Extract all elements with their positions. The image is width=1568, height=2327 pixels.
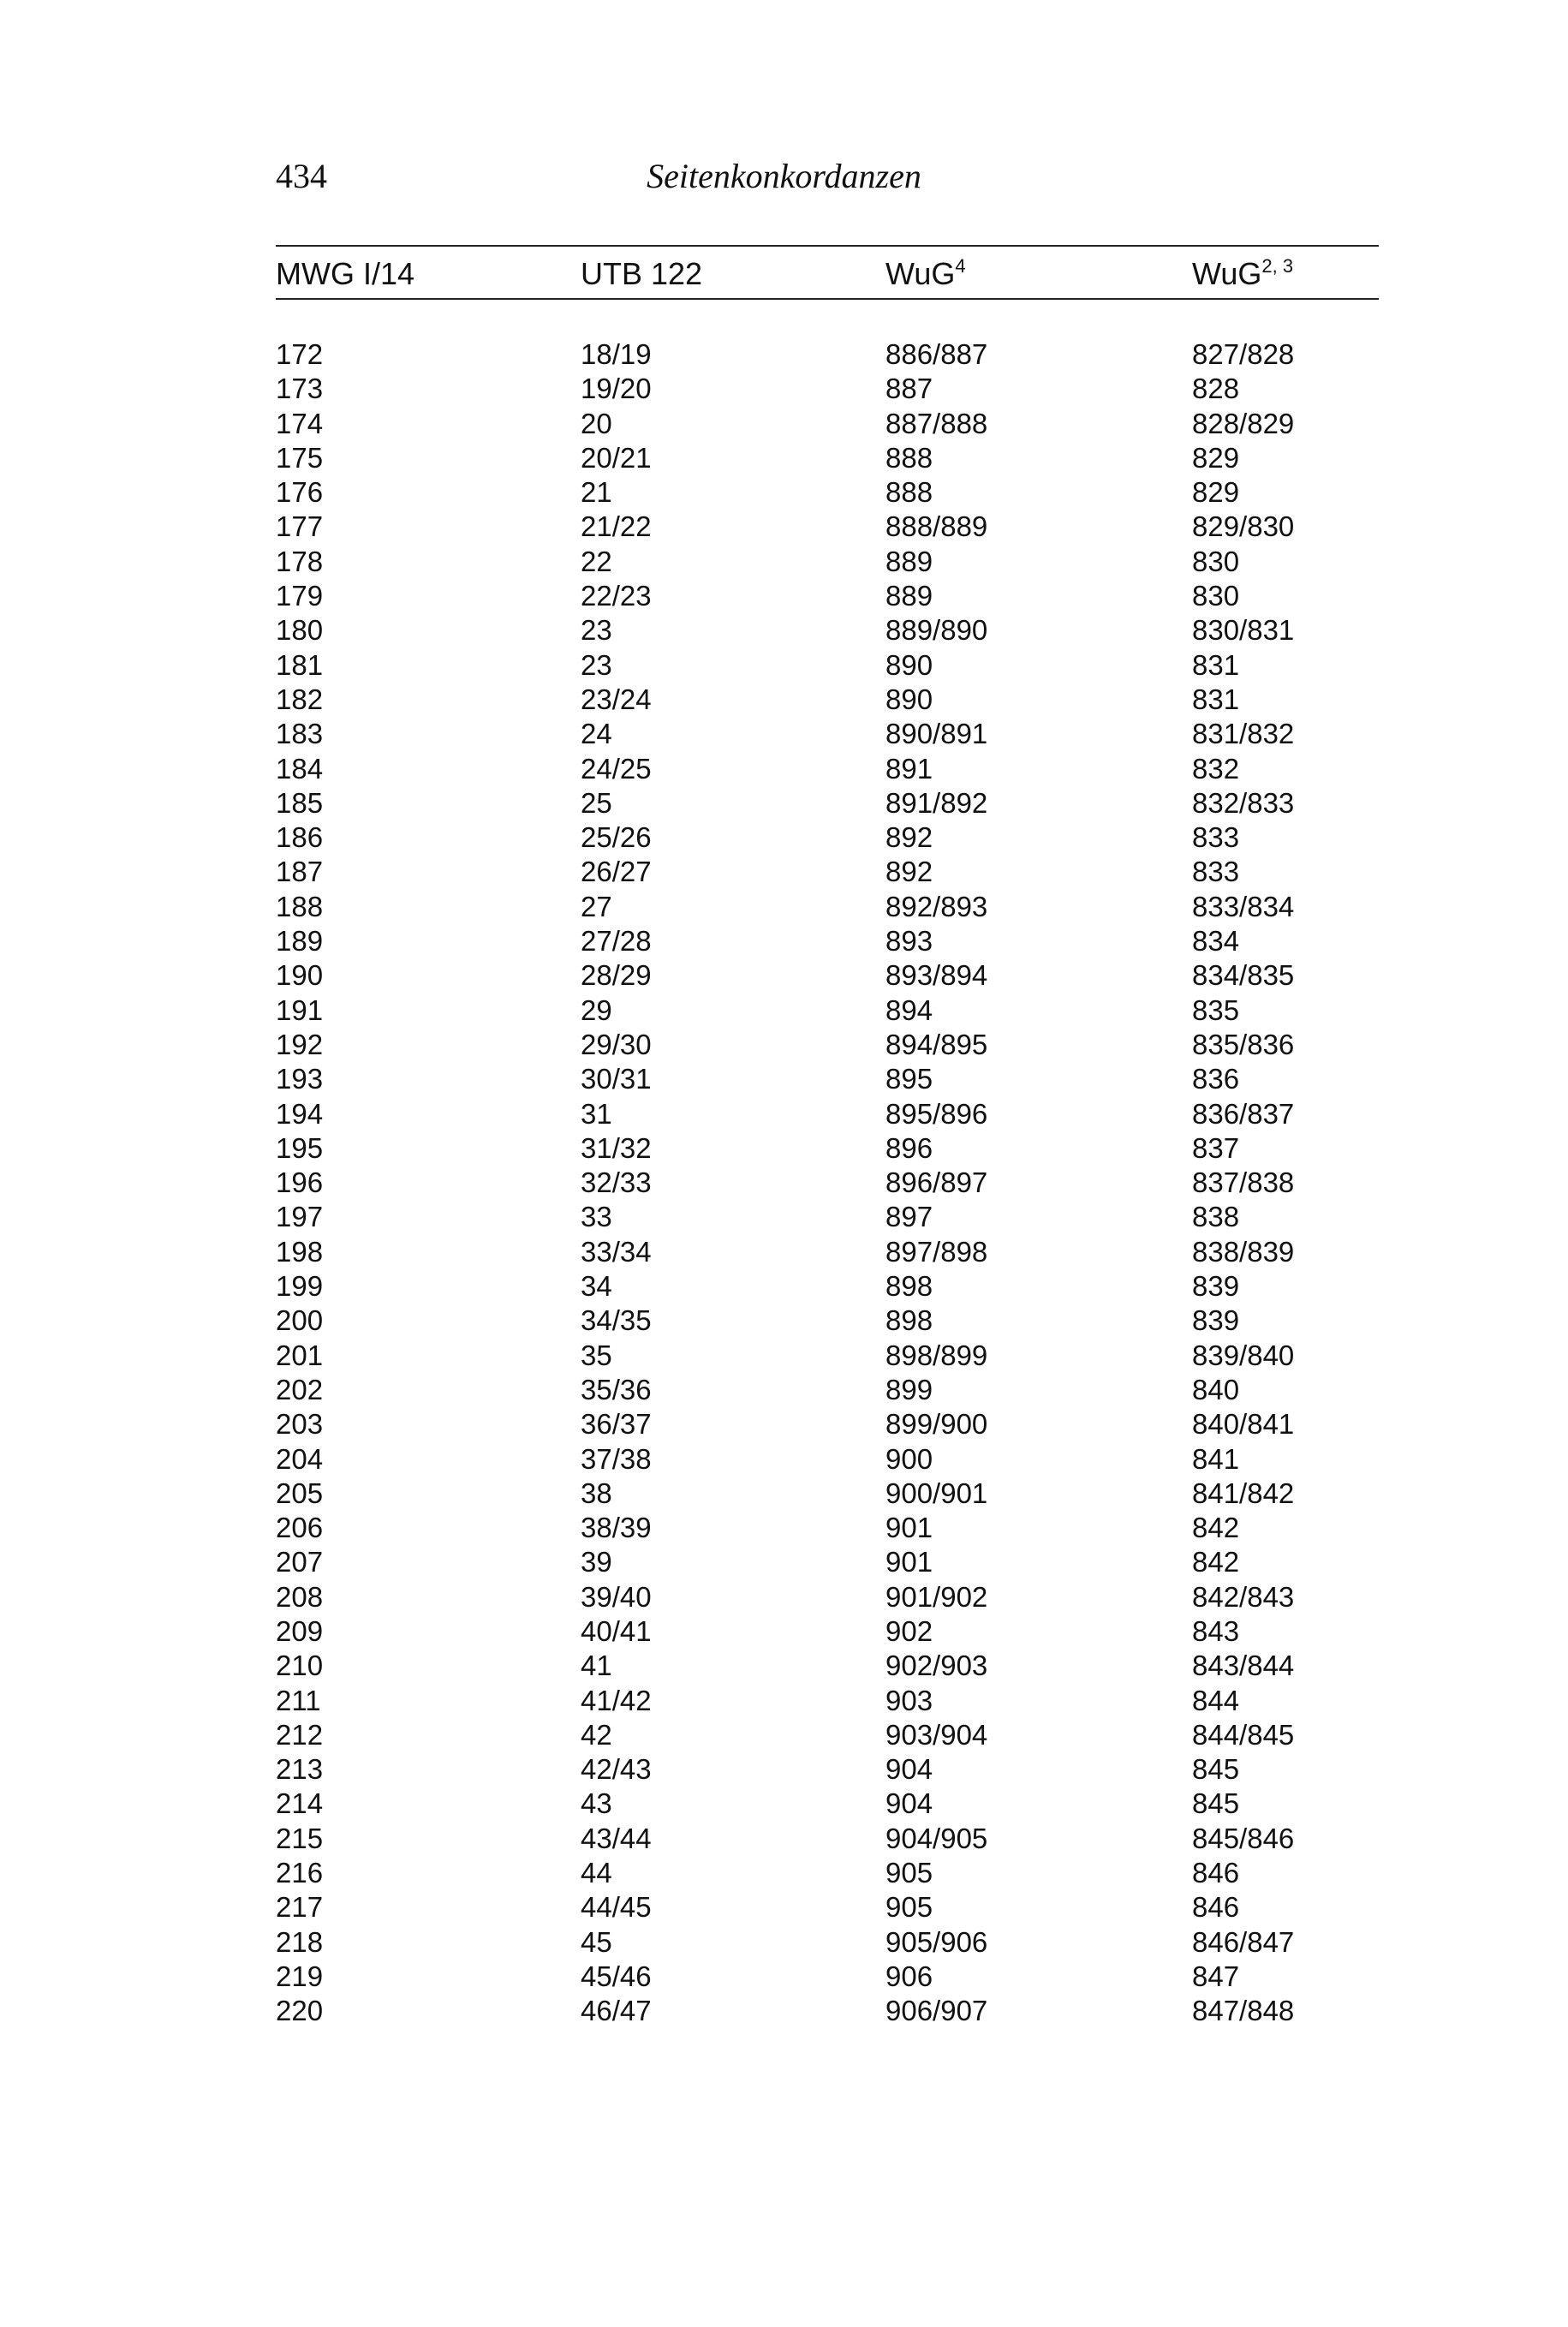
cell-utb: 31/32 bbox=[581, 1131, 652, 1164]
table-row bbox=[276, 1339, 1379, 1373]
cell-utb: 27/28 bbox=[581, 925, 652, 958]
table-row bbox=[276, 1752, 1379, 1787]
cell-wug23: 839/840 bbox=[1192, 1339, 1295, 1371]
cell-wug23: 831 bbox=[1192, 648, 1240, 681]
cell-mwg: 199 bbox=[276, 1270, 324, 1303]
cell-mwg: 206 bbox=[276, 1512, 324, 1544]
cell-wug4: 900 bbox=[885, 1442, 933, 1475]
cell-utb: 43 bbox=[581, 1787, 612, 1820]
table-row bbox=[276, 1890, 1379, 1924]
cell-mwg: 204 bbox=[276, 1442, 324, 1475]
cell-wug4: 889 bbox=[885, 545, 933, 577]
cell-mwg: 202 bbox=[276, 1373, 324, 1405]
cell-utb: 29/30 bbox=[581, 1028, 652, 1060]
cell-wug23: 833/834 bbox=[1192, 890, 1295, 922]
cell-wug4: 896 bbox=[885, 1131, 933, 1164]
cell-utb: 44/45 bbox=[581, 1891, 652, 1924]
cell-wug4: 894 bbox=[885, 993, 933, 1026]
cell-utb: 39/40 bbox=[581, 1580, 652, 1613]
cell-wug23: 843/844 bbox=[1192, 1650, 1295, 1682]
cell-wug4: 904 bbox=[885, 1787, 933, 1820]
cell-wug4: 898 bbox=[885, 1270, 933, 1303]
cell-wug23: 834 bbox=[1192, 925, 1240, 958]
table-row bbox=[276, 613, 1379, 647]
cell-utb: 22/23 bbox=[581, 580, 652, 612]
cell-mwg: 183 bbox=[276, 718, 324, 750]
cell-mwg: 187 bbox=[276, 856, 324, 888]
table-row bbox=[276, 924, 1379, 958]
cell-mwg: 194 bbox=[276, 1097, 324, 1130]
table-row bbox=[276, 683, 1379, 717]
cell-utb: 26/27 bbox=[581, 856, 652, 888]
cell-wug4: 899/900 bbox=[885, 1408, 988, 1441]
table-row bbox=[276, 1960, 1379, 1994]
table-row bbox=[276, 1787, 1379, 1821]
cell-mwg: 219 bbox=[276, 1960, 324, 1992]
cell-mwg: 208 bbox=[276, 1580, 324, 1613]
table-body bbox=[276, 300, 1379, 2029]
cell-mwg: 184 bbox=[276, 752, 324, 785]
cell-wug23: 837/838 bbox=[1192, 1166, 1295, 1199]
cell-utb: 19/20 bbox=[581, 373, 652, 405]
cell-wug4: 895 bbox=[885, 1063, 933, 1095]
cell-utb: 46/47 bbox=[581, 1995, 652, 2027]
cell-utb: 40/41 bbox=[581, 1614, 652, 1647]
cell-utb: 18/19 bbox=[581, 338, 652, 370]
cell-mwg: 196 bbox=[276, 1166, 324, 1199]
cell-mwg: 179 bbox=[276, 580, 324, 612]
cell-wug23: 833 bbox=[1192, 856, 1240, 888]
cell-wug4: 889 bbox=[885, 580, 933, 612]
cell-mwg: 201 bbox=[276, 1339, 324, 1371]
cell-wug23: 834/835 bbox=[1192, 959, 1295, 992]
cell-mwg: 185 bbox=[276, 786, 324, 819]
cell-mwg: 172 bbox=[276, 338, 324, 370]
cell-wug4: 897 bbox=[885, 1201, 933, 1233]
cell-utb: 34 bbox=[581, 1270, 612, 1303]
table-row bbox=[276, 1200, 1379, 1234]
cell-utb: 24/25 bbox=[581, 752, 652, 785]
cell-wug23: 846 bbox=[1192, 1891, 1240, 1924]
table-row bbox=[276, 1856, 1379, 1890]
cell-wug4: 905/906 bbox=[885, 1925, 988, 1958]
cell-wug23: 830/831 bbox=[1192, 614, 1295, 647]
cell-wug4: 892 bbox=[885, 821, 933, 854]
table-row bbox=[276, 890, 1379, 924]
table-row bbox=[276, 1925, 1379, 1960]
cell-wug23: 847 bbox=[1192, 1960, 1240, 1992]
cell-wug4: 895/896 bbox=[885, 1097, 988, 1130]
cell-wug4: 887 bbox=[885, 373, 933, 405]
cell-utb: 38/39 bbox=[581, 1512, 652, 1544]
cell-mwg: 212 bbox=[276, 1718, 324, 1751]
cell-wug4: 902/903 bbox=[885, 1650, 988, 1682]
table-row bbox=[276, 1477, 1379, 1511]
table-row bbox=[276, 1718, 1379, 1752]
cell-wug23: 846 bbox=[1192, 1857, 1240, 1889]
cell-wug23: 838/839 bbox=[1192, 1235, 1295, 1268]
cell-mwg: 220 bbox=[276, 1995, 324, 2027]
table-row bbox=[276, 1269, 1379, 1304]
cell-utb: 45/46 bbox=[581, 1960, 652, 1992]
column-header-wug4 bbox=[885, 257, 966, 291]
cell-wug4: 890 bbox=[885, 683, 933, 715]
cell-mwg: 193 bbox=[276, 1063, 324, 1095]
cell-utb: 34/35 bbox=[581, 1304, 652, 1337]
table-row bbox=[276, 648, 1379, 683]
cell-wug23: 829 bbox=[1192, 441, 1240, 474]
cell-wug23: 842 bbox=[1192, 1546, 1240, 1578]
cell-utb: 31 bbox=[581, 1097, 612, 1130]
cell-wug23: 838 bbox=[1192, 1201, 1240, 1233]
table-row bbox=[276, 820, 1379, 855]
column-header-superscript: 2, 3 bbox=[1261, 255, 1294, 277]
table-row bbox=[276, 717, 1379, 751]
cell-wug23: 845 bbox=[1192, 1753, 1240, 1786]
table-row bbox=[276, 545, 1379, 579]
table-row bbox=[276, 1822, 1379, 1856]
cell-wug23: 839 bbox=[1192, 1304, 1240, 1337]
cell-utb: 41/42 bbox=[581, 1684, 652, 1716]
cell-mwg: 173 bbox=[276, 373, 324, 405]
cell-mwg: 209 bbox=[276, 1614, 324, 1647]
cell-wug23: 835/836 bbox=[1192, 1028, 1295, 1060]
cell-mwg: 216 bbox=[276, 1857, 324, 1889]
cell-wug23: 837 bbox=[1192, 1131, 1240, 1164]
cell-wug4: 893/894 bbox=[885, 959, 988, 992]
cell-mwg: 178 bbox=[276, 545, 324, 577]
cell-wug4: 901 bbox=[885, 1546, 933, 1578]
table-row bbox=[276, 1373, 1379, 1407]
cell-utb: 25/26 bbox=[581, 821, 652, 854]
cell-wug23: 847/848 bbox=[1192, 1995, 1295, 2027]
cell-mwg: 218 bbox=[276, 1925, 324, 1958]
cell-wug23: 843 bbox=[1192, 1614, 1240, 1647]
cell-utb: 23 bbox=[581, 648, 612, 681]
cell-wug23: 842 bbox=[1192, 1512, 1240, 1544]
cell-mwg: 186 bbox=[276, 821, 324, 854]
cell-utb: 23/24 bbox=[581, 683, 652, 715]
column-header-label: MWG I/14 bbox=[276, 256, 415, 291]
cell-wug23: 833 bbox=[1192, 821, 1240, 854]
concordance-table bbox=[276, 245, 1379, 2029]
cell-wug23: 845 bbox=[1192, 1787, 1240, 1820]
cell-mwg: 175 bbox=[276, 441, 324, 474]
cell-utb: 41 bbox=[581, 1650, 612, 1682]
cell-mwg: 195 bbox=[276, 1131, 324, 1164]
table-row bbox=[276, 855, 1379, 889]
table-row bbox=[276, 579, 1379, 613]
table-row bbox=[276, 993, 1379, 1028]
cell-wug23: 836 bbox=[1192, 1063, 1240, 1095]
cell-mwg: 200 bbox=[276, 1304, 324, 1337]
cell-utb: 32/33 bbox=[581, 1166, 652, 1199]
table-header-row bbox=[276, 247, 1379, 298]
cell-mwg: 177 bbox=[276, 510, 324, 543]
cell-wug23: 828 bbox=[1192, 373, 1240, 405]
cell-wug4: 894/895 bbox=[885, 1028, 988, 1060]
cell-utb: 23 bbox=[581, 614, 612, 647]
cell-mwg: 213 bbox=[276, 1753, 324, 1786]
cell-wug4: 903/904 bbox=[885, 1718, 988, 1751]
cell-wug4: 906 bbox=[885, 1960, 933, 1992]
cell-mwg: 205 bbox=[276, 1477, 324, 1509]
cell-wug4: 887/888 bbox=[885, 407, 988, 439]
cell-wug23: 832/833 bbox=[1192, 786, 1295, 819]
cell-wug23: 844/845 bbox=[1192, 1718, 1295, 1751]
cell-wug4: 892 bbox=[885, 856, 933, 888]
cell-wug23: 830 bbox=[1192, 580, 1240, 612]
cell-mwg: 210 bbox=[276, 1650, 324, 1682]
cell-utb: 25 bbox=[581, 786, 612, 819]
cell-wug4: 905 bbox=[885, 1891, 933, 1924]
running-title: Seitenkonkordanzen bbox=[647, 157, 921, 195]
cell-wug4: 898 bbox=[885, 1304, 933, 1337]
cell-wug4: 896/897 bbox=[885, 1166, 988, 1199]
cell-mwg: 191 bbox=[276, 993, 324, 1026]
column-header-wug23 bbox=[1192, 257, 1293, 291]
table-row bbox=[276, 958, 1379, 993]
cell-utb: 45 bbox=[581, 1925, 612, 1958]
column-header-label: UTB 122 bbox=[581, 256, 703, 291]
table-row bbox=[276, 1407, 1379, 1441]
cell-mwg: 207 bbox=[276, 1546, 324, 1578]
cell-wug4: 904/905 bbox=[885, 1822, 988, 1854]
cell-mwg: 182 bbox=[276, 683, 324, 715]
cell-wug4: 888 bbox=[885, 476, 933, 509]
cell-utb: 30/31 bbox=[581, 1063, 652, 1095]
cell-wug4: 888/889 bbox=[885, 510, 988, 543]
column-header-label: WuG bbox=[1192, 256, 1262, 291]
cell-mwg: 217 bbox=[276, 1891, 324, 1924]
table-row bbox=[276, 1614, 1379, 1649]
cell-wug23: 842/843 bbox=[1192, 1580, 1295, 1613]
cell-mwg: 190 bbox=[276, 959, 324, 992]
cell-wug4: 888 bbox=[885, 441, 933, 474]
column-header-mwg bbox=[276, 257, 414, 291]
cell-mwg: 188 bbox=[276, 890, 324, 922]
cell-wug4: 901 bbox=[885, 1512, 933, 1544]
table-row bbox=[276, 1235, 1379, 1269]
cell-utb: 35 bbox=[581, 1339, 612, 1371]
cell-wug4: 886/887 bbox=[885, 338, 988, 370]
cell-wug4: 890 bbox=[885, 648, 933, 681]
cell-utb: 42/43 bbox=[581, 1753, 652, 1786]
cell-wug23: 844 bbox=[1192, 1684, 1240, 1716]
cell-utb: 39 bbox=[581, 1546, 612, 1578]
cell-wug4: 897/898 bbox=[885, 1235, 988, 1268]
cell-wug4: 892/893 bbox=[885, 890, 988, 922]
cell-mwg: 181 bbox=[276, 648, 324, 681]
cell-mwg: 189 bbox=[276, 925, 324, 958]
cell-wug4: 903 bbox=[885, 1684, 933, 1716]
cell-wug23: 829 bbox=[1192, 476, 1240, 509]
cell-utb: 27 bbox=[581, 890, 612, 922]
cell-wug23: 835 bbox=[1192, 993, 1240, 1026]
table-row bbox=[276, 1545, 1379, 1579]
table-row bbox=[276, 510, 1379, 544]
cell-wug23: 831 bbox=[1192, 683, 1240, 715]
column-header-superscript: 4 bbox=[955, 255, 966, 277]
table-row bbox=[276, 337, 1379, 372]
cell-mwg: 211 bbox=[276, 1684, 321, 1716]
cell-mwg: 176 bbox=[276, 476, 324, 509]
cell-wug23: 828/829 bbox=[1192, 407, 1295, 439]
cell-utb: 29 bbox=[581, 993, 612, 1026]
cell-wug23: 829/830 bbox=[1192, 510, 1295, 543]
table-row bbox=[276, 1062, 1379, 1096]
cell-utb: 20/21 bbox=[581, 441, 652, 474]
cell-wug23: 827/828 bbox=[1192, 338, 1295, 370]
table-row bbox=[276, 1684, 1379, 1718]
cell-utb: 42 bbox=[581, 1718, 612, 1751]
cell-utb: 43/44 bbox=[581, 1822, 652, 1854]
cell-wug23: 841/842 bbox=[1192, 1477, 1295, 1509]
cell-wug4: 904 bbox=[885, 1753, 933, 1786]
table-row bbox=[276, 1304, 1379, 1338]
cell-utb: 24 bbox=[581, 718, 612, 750]
cell-wug23: 830 bbox=[1192, 545, 1240, 577]
cell-mwg: 203 bbox=[276, 1408, 324, 1441]
cell-wug4: 899 bbox=[885, 1373, 933, 1405]
cell-utb: 21/22 bbox=[581, 510, 652, 543]
cell-mwg: 214 bbox=[276, 1787, 324, 1820]
cell-wug23: 831/832 bbox=[1192, 718, 1295, 750]
table-row bbox=[276, 786, 1379, 820]
cell-wug4: 890/891 bbox=[885, 718, 988, 750]
cell-mwg: 198 bbox=[276, 1235, 324, 1268]
cell-wug23: 840/841 bbox=[1192, 1408, 1295, 1441]
cell-wug4: 902 bbox=[885, 1614, 933, 1647]
cell-wug4: 901/902 bbox=[885, 1580, 988, 1613]
cell-utb: 28/29 bbox=[581, 959, 652, 992]
table-row bbox=[276, 1131, 1379, 1166]
cell-utb: 20 bbox=[581, 407, 612, 439]
cell-mwg: 215 bbox=[276, 1822, 324, 1854]
table-row bbox=[276, 1097, 1379, 1131]
cell-wug4: 891/892 bbox=[885, 786, 988, 819]
cell-utb: 21 bbox=[581, 476, 612, 509]
cell-wug23: 840 bbox=[1192, 1373, 1240, 1405]
table-row bbox=[276, 407, 1379, 441]
page-number: 434 bbox=[276, 157, 327, 195]
column-header-utb bbox=[581, 257, 702, 291]
table-row bbox=[276, 1994, 1379, 2028]
cell-wug23: 839 bbox=[1192, 1270, 1240, 1303]
cell-wug4: 900/901 bbox=[885, 1477, 988, 1509]
table-row bbox=[276, 1442, 1379, 1477]
cell-wug4: 905 bbox=[885, 1857, 933, 1889]
cell-mwg: 180 bbox=[276, 614, 324, 647]
table-row bbox=[276, 475, 1379, 510]
cell-wug23: 832 bbox=[1192, 752, 1240, 785]
cell-wug23: 846/847 bbox=[1192, 1925, 1295, 1958]
cell-mwg: 174 bbox=[276, 407, 324, 439]
table-row bbox=[276, 441, 1379, 475]
cell-utb: 37/38 bbox=[581, 1442, 652, 1475]
cell-mwg: 197 bbox=[276, 1201, 324, 1233]
cell-wug4: 893 bbox=[885, 925, 933, 958]
cell-utb: 33/34 bbox=[581, 1235, 652, 1268]
cell-wug4: 891 bbox=[885, 752, 933, 785]
cell-utb: 33 bbox=[581, 1201, 612, 1233]
cell-wug4: 898/899 bbox=[885, 1339, 988, 1371]
cell-wug23: 836/837 bbox=[1192, 1097, 1295, 1130]
table-row bbox=[276, 1028, 1379, 1062]
table-row bbox=[276, 1580, 1379, 1614]
cell-utb: 35/36 bbox=[581, 1373, 652, 1405]
cell-wug23: 841 bbox=[1192, 1442, 1240, 1475]
cell-mwg: 192 bbox=[276, 1028, 324, 1060]
cell-utb: 44 bbox=[581, 1857, 612, 1889]
table-row bbox=[276, 372, 1379, 406]
table-row bbox=[276, 1649, 1379, 1683]
cell-wug4: 906/907 bbox=[885, 1995, 988, 2027]
cell-utb: 36/37 bbox=[581, 1408, 652, 1441]
cell-utb: 22 bbox=[581, 545, 612, 577]
table-row bbox=[276, 1511, 1379, 1545]
column-header-label: WuG bbox=[885, 256, 956, 291]
table-row bbox=[276, 1166, 1379, 1200]
cell-wug4: 889/890 bbox=[885, 614, 988, 647]
cell-wug23: 845/846 bbox=[1192, 1822, 1295, 1854]
cell-utb: 38 bbox=[581, 1477, 612, 1509]
table-row bbox=[276, 752, 1379, 786]
